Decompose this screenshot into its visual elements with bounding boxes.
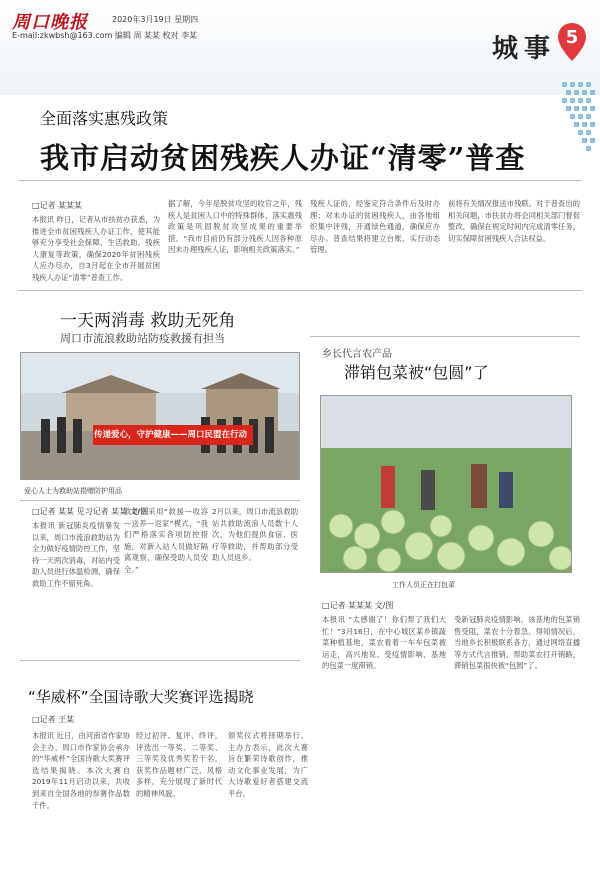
story2-caption: 爱心人士为救助站捐赠防护用品 (24, 487, 122, 495)
story2-headline: 一天两消毒 救助无死角 (60, 311, 236, 331)
lead-column-4: 前将有关情况报送市残联。对于普查出的相关问题，市扶贫办将会同相关部门督促整改，确保在规定时间内完成清零任务，切实保障贫困残疾人合法权益。 (448, 199, 580, 243)
lead-headline: 我市启动贫困残疾人办证“清零”普查 (40, 141, 526, 175)
lead-column-1: 本报讯 昨日，记者从市扶贫办获悉，为推进全市贫困残疾人办证工作，使其能够充分享受社会保障、生活救助、残疾人康复等政策，确保2020年贫困残疾人应办尽办，自3月起在全市开展贫困残疾人办证“清零”普查工作。 (32, 215, 160, 282)
story4-byline: □记者 王某 (32, 715, 75, 724)
story4-column-3: 颁奖仪式将择期举行。主办方表示，此次大赛旨在繁荣诗歌创作，推动文化事业发展，为广大诗歌爱好者搭建交流平台。 (228, 731, 308, 798)
story4-column-2: 经过初评、复评、终评，评选出一等奖、二等奖、三等奖及优秀奖若干名。获奖作品题材广泛，风格多样，充分展现了新时代的精神风貌。 (136, 731, 222, 798)
story2-column-3: 2月以来，周口市流浪救助站共救助流浪人员数十人次，为他们提供食宿、医疗等救助，并帮助部分受助人员返乡。 (212, 507, 298, 563)
decorative-dots-icon (560, 80, 596, 200)
divider (310, 336, 580, 337)
divider (20, 500, 300, 501)
story2-column-2: 救助站采用“救援—收容—送养—返家”模式，“我们严格落实各项防控措施，对新入站人员做好隔离观察，确保受助人员安全。” (124, 507, 208, 574)
story3-byline: □记者 某某某 文/图 (322, 601, 394, 610)
story2-column-1: 本报讯 新冠肺炎疫情暴发以来，周口市流浪救助站为全力做好疫情防控工作，坚持一天两次消毒，对站内受助人员进行体温检测，确保救助工作不留死角。 (32, 521, 120, 588)
contact-line: E-mail:zkwbsh@163.com 编辑 周 某某 校对 李某 (12, 31, 198, 40)
rescue-station-photo (21, 353, 300, 480)
lead-kicker: 全面落实惠残政策 (40, 109, 169, 128)
story2-subhead: 周口市流浪救助站防疫救援有担当 (60, 332, 225, 345)
divider (18, 290, 582, 291)
story3-kicker: 乡长代言农产品 (322, 349, 392, 360)
story4-headline: “华威杯”全国诗歌大奖赛评选揭晓 (28, 688, 254, 706)
divider (18, 180, 582, 181)
newspaper-logo: 周口晚报 (12, 12, 88, 33)
story3-column-1: 本报讯 “太感谢了！你们帮了我们大忙！”3月16日，在中心城区某乡镇蔬菜种植基地，菜农看着一车车包菜被运走，高兴地说。受疫情影响，基地的包菜一度滞销。 (322, 615, 446, 671)
story4-column-1: 本报讯 近日，由河南省作家协会主办、周口市作家协会承办的“华威杯”全国诗歌大奖赛评选结果揭晓。本次大赛自2019年11月启动以来，共收到来自全国各地的参赛作品数千件。 (32, 731, 130, 810)
lead-column-2: 据了解，今年是脱贫攻坚的收官之年，残疾人是贫困人口中的特殊群体，落实惠残政策是巩固脱贫攻坚成果的重要举措。“我市目前仍有部分残疾人因各种原因未办理残疾人证，影响相关政策落实。” (168, 199, 302, 255)
divider (20, 660, 300, 661)
lead-column-3: 残疾人证的，经鉴定符合条件后及时办理；对未办证的贫困残疾人，由各地组织集中评残，开通绿色通道，确保应办尽办。普查结果将建立台账，实行动态管理。 (310, 199, 440, 255)
story3-column-2: 受新冠肺炎疫情影响，该基地的包菜销售受阻，菜农十分着急。得知情况后，当地乡长积极联系各方，通过网络直播等方式代言推销，帮助菜农打开销路，滞销包菜很快被“包圆”了。 (454, 615, 580, 671)
section-name: 城事 (492, 34, 557, 64)
lead-byline: □记者 某某某 (32, 201, 83, 210)
story3-headline: 滞销包菜被“包圆”了 (344, 363, 489, 382)
story3-caption: 工作人员正在打包菜 (392, 581, 455, 589)
date-line: 2020年3月19日 星期四 (112, 15, 199, 24)
story3-photo (320, 395, 572, 573)
story2-byline: □记者 某某 见习记者 某某 文/图 (32, 507, 149, 516)
story2-banner: 传递爱心，守护健康——周口民盟在行动 (94, 430, 248, 440)
cabbage-field-photo (321, 396, 572, 573)
page-number: 5 (565, 27, 579, 48)
story2-photo (20, 352, 300, 480)
